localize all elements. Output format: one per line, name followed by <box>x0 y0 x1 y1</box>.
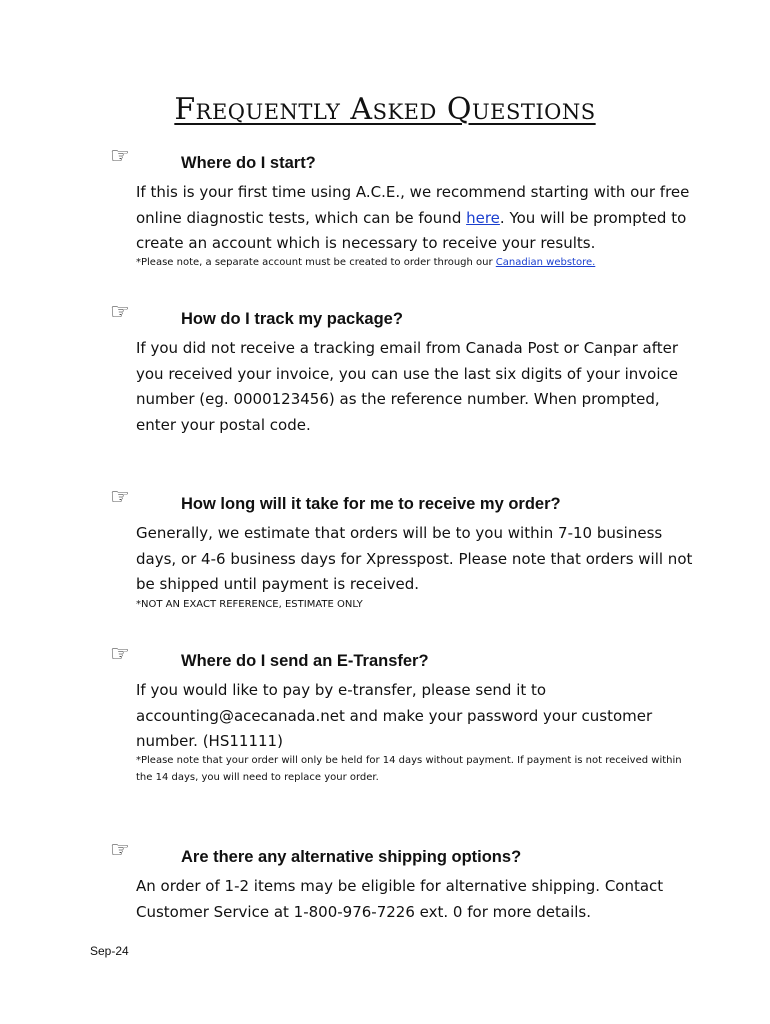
faq-note: *Please note that your order will only be held for 14 days without payment. If payment is not received within the 14 days, you will need to replace your order. <box>136 755 682 783</box>
faq-question: How long will it take for me to receive my order? <box>181 495 561 513</box>
faq-answer: If you would like to pay by e-transfer, please send it to accounting@acecanada.net and make your password your customer number. (HS11111) <box>136 681 653 750</box>
faq-question: Where do I start? <box>181 154 316 172</box>
canadian-webstore-link[interactable]: Canadian webstore. <box>495 257 596 268</box>
faq-answer: Generally, we estimate that orders will be to you within 7-10 business days, or 4-6 business days for Xpresspost. Please note that orders will not be shipped until payment is received. <box>136 524 693 593</box>
footer-date: Sep-24 <box>90 944 129 958</box>
faq-note <box>136 254 696 271</box>
pointing-hand-icon: ☞ <box>110 300 130 325</box>
pointing-hand-icon: ☞ <box>110 838 130 863</box>
faq-answer <box>136 180 696 257</box>
answer-text: If this is your first time using A.C.E., we recommend starting with our free online diagnostic tests, which can be found <box>136 183 690 227</box>
faq-answer: An order of 1-2 items may be eligible for alternative shipping. Contact Customer Service at 1-800-976-7226 ext. 0 for more details. <box>136 877 664 921</box>
faq-question: Where do I send an E-Transfer? <box>181 652 429 670</box>
faq-answer: If you did not receive a tracking email from Canada Post or Canpar after you received your invoice, you can use the last six digits of your invoice number (eg. 0000123456) as the reference number. When prompted, enter your postal code. <box>136 339 679 434</box>
here-link[interactable]: here <box>466 208 500 227</box>
faq-note: *NOT AN EXACT REFERENCE, ESTIMATE ONLY <box>136 599 363 610</box>
answer-text: . You will be prompted to create an account which is necessary to receive your results. <box>136 208 687 252</box>
faq-question: Are there any alternative shipping options? <box>181 848 522 866</box>
pointing-hand-icon: ☞ <box>110 485 130 510</box>
pointing-hand-icon: ☞ <box>110 642 130 667</box>
faq-question: How do I track my package? <box>181 310 403 328</box>
page-title: Frequently Asked Questions <box>174 92 596 127</box>
pointing-hand-icon: ☞ <box>110 144 130 169</box>
note-text: *Please note, a separate account must be created to order through our <box>136 257 496 268</box>
